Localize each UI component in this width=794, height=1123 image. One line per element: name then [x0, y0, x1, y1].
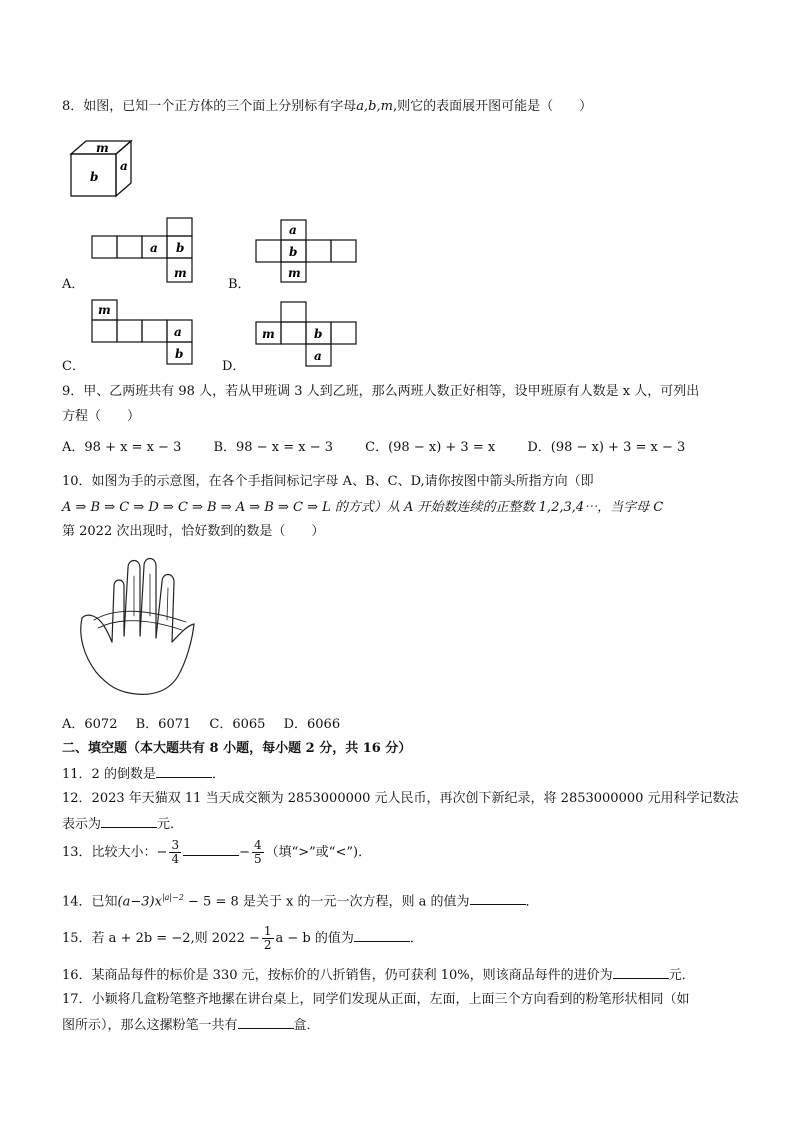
q17-line1: 17．小颖将几盒粉笔整齐地摞在讲台桌上，同学们发现从正面，左面，上面三个方向看到的粉笔形状相同（如: [62, 992, 690, 1007]
svg-text:m: m: [288, 266, 301, 280]
net-d[interactable]: [254, 300, 364, 368]
net-b[interactable]: [254, 218, 360, 286]
cube-label-top: m: [96, 141, 109, 155]
cube-label-front: b: [90, 170, 99, 184]
q17-answer-blank[interactable]: [238, 1016, 294, 1029]
q9-line2: 方程（ ）: [62, 409, 141, 424]
q9-option-a[interactable]: A．98 + x = x − 3: [62, 440, 182, 455]
q14: 14．已知$(a-3)x^{|a|-2} - 5 = 8$ 是关于 x 的一元一次方程，则 a 的值为 ．: [62, 893, 539, 910]
q17-line2: 图所示），那么这摞粉笔一共有 盒．: [62, 1018, 320, 1033]
q10-line1: 10．如图为手的示意图，在各个手指间标记字母 A、B、C、D,请你按图中箭头所指方向（即: [62, 474, 594, 489]
q10-line2: A ⇒ B ⇒ C ⇒ D ⇒ C ⇒ B ⇒ A ⇒ B ⇒ C ⇒ L 的方式）从 A 开始数连续的正整数 1,2,3,4⋯，当字母 C: [62, 500, 664, 515]
option-c-label[interactable]: C．: [62, 359, 85, 374]
q10-line3: 第 2022 次出现时，恰好数到的数是（ ）: [62, 524, 325, 539]
q10-option-d[interactable]: D．6066: [283, 717, 341, 732]
q9-option-b[interactable]: B．98 − x = x − 3: [213, 440, 333, 455]
net-a[interactable]: [90, 216, 200, 288]
q10-option-c[interactable]: C．6065: [209, 717, 266, 732]
q8-stem: 8．如图，已知一个正方体的三个面上分别标有字母a,b,m,则它的表面展开图可能是（ ）: [62, 99, 593, 114]
q15: 15．若 a + 2b = −2,则 2022 − $\frac{1}{2}$ a − b 的值为 ．: [62, 924, 423, 952]
svg-text:b: b: [176, 241, 185, 255]
q12-answer-blank[interactable]: [101, 815, 157, 828]
q11: 11．2 的倒数是 ．: [62, 767, 225, 782]
cube-figure: [66, 138, 136, 200]
svg-text:m: m: [174, 266, 187, 280]
svg-text:a: a: [289, 223, 297, 237]
q16: 16．某商品每件的标价是 330 元，按标价的八折销售，仍可获利 10%，则该商品每件的进价为 元．: [62, 968, 695, 983]
option-b-label[interactable]: B．: [228, 277, 251, 292]
q12-line2: 表示为 元．: [62, 817, 184, 832]
option-a-label[interactable]: A．: [62, 277, 85, 292]
q9-option-d[interactable]: D．(98 − x) + 3 = x − 3: [527, 440, 686, 455]
q15-answer-blank[interactable]: [354, 929, 410, 942]
svg-text:m: m: [262, 327, 275, 341]
q9-options: [62, 439, 713, 457]
q10-option-b[interactable]: B．6071: [135, 717, 192, 732]
q9-line1: 9．甲、乙两班共有 98 人，若从甲班调 3 人到乙班，那么两班人数正好相等，设甲班原有人数是 x 人，可列出: [62, 384, 700, 399]
section-2-heading: 二、填空题（本大题共有 8 小题，每小题 2 分，共 16 分）: [62, 741, 412, 756]
svg-text:m: m: [98, 303, 111, 317]
cube-label-right: a: [120, 159, 128, 173]
q10-option-a[interactable]: A．6072: [62, 717, 118, 732]
q12-line1: 12．2023 年天猫双 11 当天成交额为 2853000000 元人民币，再次创下新纪录，将 2853000000 元用科学记数法: [62, 791, 739, 806]
q9-option-c[interactable]: C．(98 − x) + 3 = x: [365, 440, 496, 455]
svg-text:a: a: [314, 349, 322, 363]
q10-options: [62, 716, 368, 734]
svg-text:b: b: [289, 245, 298, 259]
svg-text:a: a: [174, 325, 182, 339]
net-c[interactable]: [90, 298, 200, 368]
q16-answer-blank[interactable]: [613, 966, 669, 979]
q13: 13．比较大小：− $\frac{3}{4}$ − $\frac{4}{5}$ （填“>”或“<”)．: [62, 838, 372, 866]
q11-answer-blank[interactable]: [156, 765, 212, 778]
svg-text:b: b: [175, 347, 184, 361]
svg-text:a: a: [150, 241, 158, 255]
option-d-label[interactable]: D．: [222, 359, 246, 374]
q13-answer-blank[interactable]: [183, 843, 239, 856]
hand-figure: [74, 556, 200, 698]
svg-text:b: b: [314, 327, 323, 341]
q14-answer-blank[interactable]: [470, 892, 526, 905]
